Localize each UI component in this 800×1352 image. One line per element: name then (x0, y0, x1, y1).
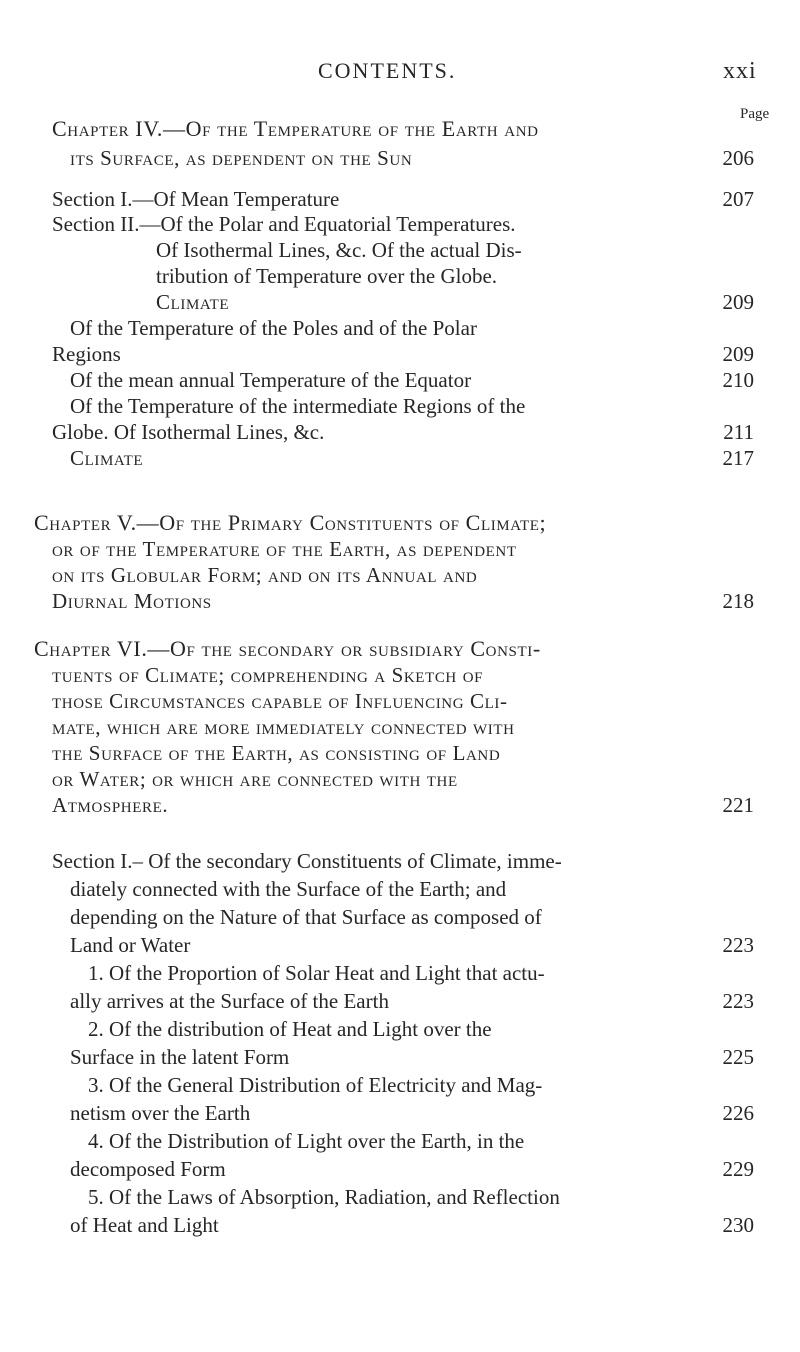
toc-page-number: 206 (722, 146, 754, 170)
toc-line: diately connected with the Surface of the Earth; and (70, 877, 507, 901)
toc-line: Section I.– Of the secondary Constituents of Climate, imme- (52, 849, 562, 873)
toc-line: Of the Temperature of the Poles and of the Polar (70, 316, 477, 340)
toc-page-number: 209 (722, 342, 754, 366)
toc-line: Globe. Of Isothermal Lines, &c. (52, 420, 325, 444)
toc-page-number: 225 (722, 1045, 754, 1069)
toc-line: those Circumstances capable of Influencing Cli- (52, 689, 508, 713)
toc-line: or Water; or which are connected with the (52, 767, 458, 791)
toc-line: 3. Of the General Distribution of Electricity and Mag- (88, 1073, 543, 1097)
toc-line: 5. Of the Laws of Absorption, Radiation, and Reflection (88, 1185, 560, 1209)
toc-line: Chapter IV.—Of the Temperature of the Earth and (52, 116, 539, 141)
toc-line: netism over the Earth (70, 1101, 251, 1125)
toc-line: Atmosphere. (52, 793, 169, 817)
toc-line: Regions (52, 342, 121, 366)
toc-page-number: 217 (722, 446, 754, 470)
toc-line: 2. Of the distribution of Heat and Light over the (88, 1017, 492, 1041)
toc-line: its Surface, as dependent on the Sun (70, 146, 413, 170)
toc-page-number: 230 (722, 1213, 754, 1237)
toc-line: Climate (156, 290, 230, 314)
toc-page-number: 209 (722, 290, 754, 314)
toc-line: decomposed Form (70, 1157, 226, 1181)
toc-line: Section II.—Of the Polar and Equatorial Temperatures. (52, 212, 516, 236)
toc-line: of Heat and Light (70, 1213, 219, 1237)
toc-page-number: 223 (722, 989, 754, 1013)
toc-line: Of Isothermal Lines, &c. Of the actual Dis- (156, 238, 522, 262)
toc-line: ally arrives at the Surface of the Earth (70, 989, 389, 1013)
toc-line: on its Globular Form; and on its Annual and (52, 563, 478, 587)
toc-line: or of the Temperature of the Earth, as dependent (52, 537, 517, 561)
running-head-page-number: xxi (723, 58, 757, 84)
toc-line: Of the Temperature of the intermediate Regions of the (70, 394, 526, 418)
toc-page-number: 226 (722, 1101, 754, 1125)
toc-page-number: 218 (722, 589, 754, 613)
toc-page-number: 221 (722, 793, 754, 817)
toc-line: Diurnal Motions (52, 589, 212, 613)
running-head-title: CONTENTS. (318, 58, 457, 83)
toc-page-number: 211 (723, 420, 754, 444)
page-column-label: Page (740, 106, 770, 122)
toc-line: Section I.—Of Mean Temperature (52, 187, 340, 211)
toc-page-number: 223 (722, 933, 754, 957)
toc-line: the Surface of the Earth, as consisting of Land (52, 741, 501, 765)
toc-line: 4. Of the Distribution of Light over the Earth, in the (88, 1129, 525, 1153)
toc-line: depending on the Nature of that Surface as composed of (70, 905, 542, 929)
toc-page-number: 229 (722, 1157, 754, 1181)
toc-line: Chapter V.—Of the Primary Constituents of Climate; (34, 510, 547, 535)
toc-line: mate, which are more immediately connected with (52, 715, 515, 739)
toc-line: Land or Water (70, 933, 191, 957)
toc-page-number: 210 (722, 368, 754, 392)
toc-page-number: 207 (722, 187, 754, 211)
toc-line: Chapter VI.—Of the secondary or subsidiary Consti- (34, 636, 541, 661)
toc-line: 1. Of the Proportion of Solar Heat and Light that actu- (88, 961, 545, 985)
toc-line: Of the mean annual Temperature of the Equator (70, 368, 472, 392)
toc-line: Climate (70, 446, 144, 470)
toc-line: tuents of Climate; comprehending a Sketch of (52, 663, 484, 687)
toc-line: tribution of Temperature over the Globe. (156, 264, 498, 288)
toc-line: Surface in the latent Form (70, 1045, 290, 1069)
